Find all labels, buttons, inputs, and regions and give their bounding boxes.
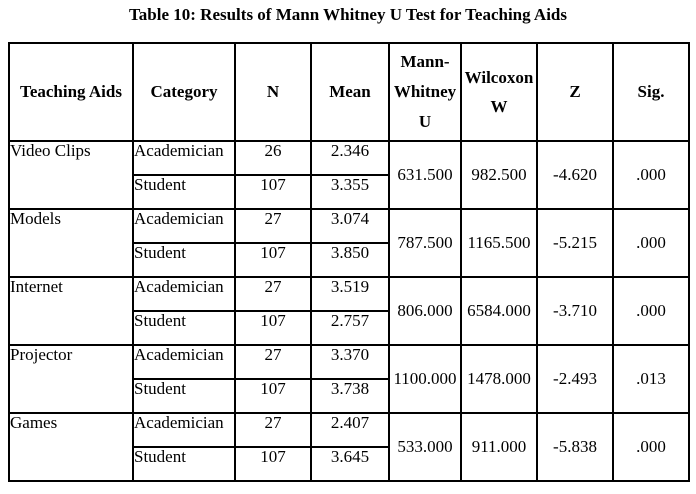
mann-whitney-u-cell: 533.000 <box>390 414 462 482</box>
n-cell: 27 <box>236 414 312 448</box>
wilcoxon-w-cell: 982.500 <box>462 142 538 210</box>
header-u-line3: U <box>418 112 432 131</box>
mann-whitney-u-cell: 806.000 <box>390 278 462 346</box>
header-z: Z <box>538 44 614 142</box>
sig-cell: .000 <box>614 278 690 346</box>
z-cell: -2.493 <box>538 346 614 414</box>
sig-cell: .013 <box>614 346 690 414</box>
header-w-line1: Wilcoxon <box>464 68 534 87</box>
n-cell: 26 <box>236 142 312 176</box>
wilcoxon-w-cell: 1165.500 <box>462 210 538 278</box>
wilcoxon-w-cell: 911.000 <box>462 414 538 482</box>
n-cell: 27 <box>236 346 312 380</box>
header-mean: Mean <box>312 44 390 142</box>
mean-cell: 3.370 <box>312 346 390 380</box>
n-cell: 27 <box>236 278 312 312</box>
mann-whitney-u-cell: 787.500 <box>390 210 462 278</box>
mean-cell: 3.738 <box>312 380 390 414</box>
n-cell: 107 <box>236 312 312 346</box>
mann-whitney-u-cell: 631.500 <box>390 142 462 210</box>
category-cell: Academician <box>134 414 236 448</box>
z-cell: -4.620 <box>538 142 614 210</box>
table-row <box>10 278 690 312</box>
z-cell: -3.710 <box>538 278 614 346</box>
header-teaching-aids: Teaching Aids <box>10 44 134 142</box>
header-wilcoxon-w <box>462 44 538 142</box>
mean-cell: 3.519 <box>312 278 390 312</box>
teaching-aid-cell: Models <box>10 210 134 278</box>
teaching-aid-cell: Projector <box>10 346 134 414</box>
n-cell: 107 <box>236 244 312 278</box>
z-cell: -5.838 <box>538 414 614 482</box>
header-u-line2: Whitney <box>393 82 457 101</box>
mean-cell: 2.407 <box>312 414 390 448</box>
category-cell: Student <box>134 176 236 210</box>
category-cell: Student <box>134 448 236 482</box>
teaching-aid-cell: Internet <box>10 278 134 346</box>
header-row <box>10 44 690 142</box>
n-cell: 107 <box>236 380 312 414</box>
n-cell: 27 <box>236 210 312 244</box>
results-table <box>8 42 690 482</box>
category-cell: Student <box>134 312 236 346</box>
header-u-line1: Mann- <box>400 52 450 71</box>
mean-cell: 3.850 <box>312 244 390 278</box>
n-cell: 107 <box>236 448 312 482</box>
table-row <box>10 142 690 176</box>
table-row <box>10 210 690 244</box>
mean-cell: 2.346 <box>312 142 390 176</box>
header-mann-whitney-u <box>390 44 462 142</box>
category-cell: Academician <box>134 142 236 176</box>
category-cell: Academician <box>134 346 236 380</box>
header-n: N <box>236 44 312 142</box>
header-w-line2: W <box>490 97 508 116</box>
mean-cell: 3.074 <box>312 210 390 244</box>
category-cell: Academician <box>134 278 236 312</box>
table-row <box>10 414 690 448</box>
mean-cell: 3.645 <box>312 448 390 482</box>
sig-cell: .000 <box>614 210 690 278</box>
mean-cell: 2.757 <box>312 312 390 346</box>
n-cell: 107 <box>236 176 312 210</box>
sig-cell: .000 <box>614 414 690 482</box>
mann-whitney-u-cell: 1100.000 <box>390 346 462 414</box>
sig-cell: .000 <box>614 142 690 210</box>
table-row <box>10 346 690 380</box>
mean-cell: 3.355 <box>312 176 390 210</box>
header-sig: Sig. <box>614 44 690 142</box>
table-caption: Table 10: Results of Mann Whitney U Test for Teaching Aids <box>129 5 567 24</box>
wilcoxon-w-cell: 1478.000 <box>462 346 538 414</box>
category-cell: Student <box>134 380 236 414</box>
category-cell: Academician <box>134 210 236 244</box>
category-cell: Student <box>134 244 236 278</box>
header-category: Category <box>134 44 236 142</box>
z-cell: -5.215 <box>538 210 614 278</box>
wilcoxon-w-cell: 6584.000 <box>462 278 538 346</box>
teaching-aid-cell: Games <box>10 414 134 482</box>
teaching-aid-cell: Video Clips <box>10 142 134 210</box>
